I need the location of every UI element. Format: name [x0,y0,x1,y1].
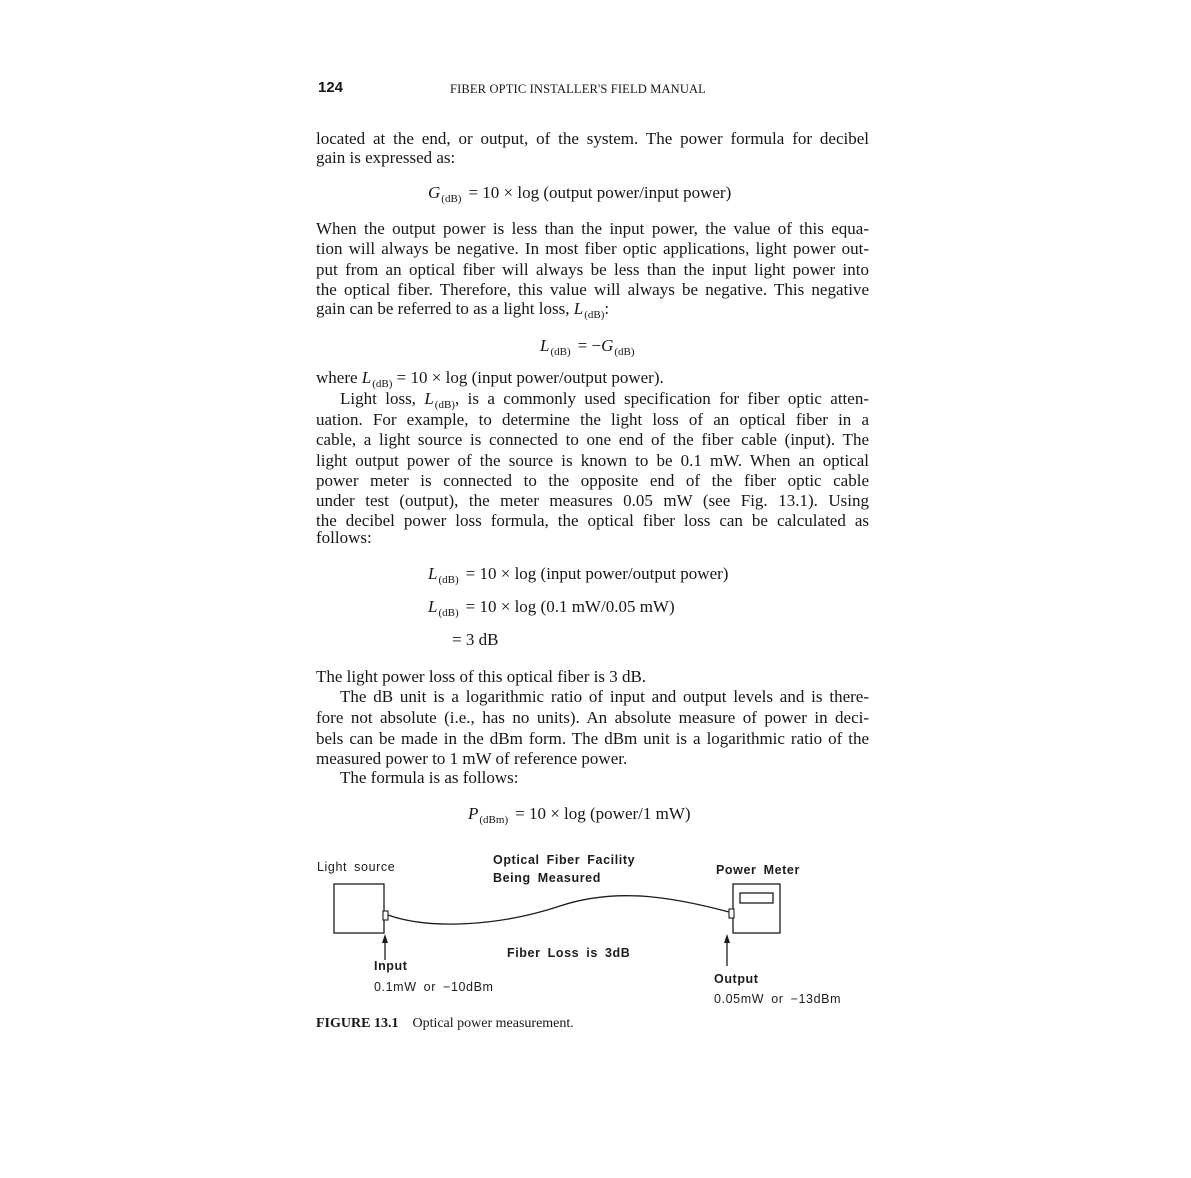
input-label: Input [374,959,408,973]
equation-expression: = 10 × log (output power/input power) [468,183,732,202]
subscript: (dBm) [479,814,509,826]
fiber-loss-label: Fiber Loss is 3dB [507,946,631,960]
paragraph-line: tion will always be negative. In most fiber optic applications, light power out- [316,239,869,258]
paragraph-line: fore not absolute (i.e., has no units). An absolute measure of power in deci- [316,708,869,727]
output-value: 0.05mW or −13dBm [714,992,842,1006]
subscript: (dB) [372,378,393,390]
paragraph-line: The dB unit is a logarithmic ratio of input and output levels and is there- [340,687,869,706]
paragraph-line: The light power loss of this optical fiber is 3 dB. [316,667,647,686]
light-source-connector [383,911,388,920]
paragraph-line: light output power of the source is known to be 0.1 mW. When an optical [316,451,869,470]
equation-expression: = 10 × log (0.1 mW/0.05 mW) [465,597,675,616]
paragraph-line: under test (output), the meter measures 0.05 mW (see Fig. 13.1). Using [316,491,869,510]
paragraph-line: power meter is connected to the opposite end of the fiber optic cable [316,471,869,490]
power-meter-display [740,893,773,903]
equation-variable: G [428,183,441,202]
subscript: (dB) [441,193,462,205]
figure-caption-text: Optical power measurement. [412,1016,574,1031]
text-run: where [316,368,362,387]
paragraph-line: follows: [316,528,372,547]
input-value: 0.1mW or −10dBm [374,980,494,994]
running-title: FIBER OPTIC INSTALLER'S FIELD MANUAL [450,82,706,96]
paragraph-line: bels can be made in the dBm form. The dBm unit is a logarithmic ratio of the [316,729,869,748]
output-label: Output [714,972,759,986]
paragraph-line: located at the end, or output, of the system. The power formula for decibel [316,129,869,148]
paragraph-line: put from an optical fiber will always be less than the input light power into [316,260,869,279]
optical-fiber-line [388,896,729,924]
paragraph-line: cable, a light source is connected to one end of the fiber cable (input). The [316,430,869,449]
facility-label-line1: Optical Fiber Facility [493,853,636,867]
text-run: , is a commonly used specification for fiber optic atten- [454,389,869,408]
subscript: (dB) [434,399,455,411]
figure-caption [316,1015,574,1033]
page-number: 124 [318,79,344,96]
text-run: = 10 × log (input power/output power). [392,368,664,387]
equation-variable: G [601,336,614,355]
power-meter-label: Power Meter [716,863,800,877]
inline-variable: L [573,299,584,318]
input-arrow-head [382,934,388,943]
text-run: gain can be referred to as a light loss, [316,299,574,318]
subscript: (dB) [584,309,605,321]
subscript: (dB) [614,346,635,358]
subscript: (dB) [438,574,459,586]
figure-number: FIGURE 13.1 [316,1016,399,1031]
subscript: (dB) [550,346,571,358]
equation-variable: P [468,804,479,823]
light-source-label: Light source [317,860,396,874]
paragraph-line: the optical fiber. Therefore, this value will always be negative. This negative [316,280,869,299]
inline-variable: L [361,368,372,387]
text-run: Light loss, [340,389,425,408]
power-meter-connector [729,909,734,918]
subscript: (dB) [438,607,459,619]
paragraph-line: The formula is as follows: [340,768,519,787]
paragraph-line: gain is expressed as: [316,148,456,167]
text-run: : [604,299,610,318]
equation-variable: L [428,597,438,616]
equation-variable: L [540,336,550,355]
facility-label-line2: Being Measured [493,871,601,885]
equation-expression: = 10 × log (power/1 mW) [515,804,691,823]
paragraph-line: uation. For example, to determine the light loss of an optical fiber in a [316,410,869,429]
paragraph-line: the decibel power loss formula, the optical fiber loss can be calculated as [316,511,869,530]
equation-expression: = 3 dB [452,630,499,649]
paragraph-line: When the output power is less than the input power, the value of this equa- [316,219,869,238]
output-arrow-head [724,934,730,943]
equation-variable: L [428,564,438,583]
inline-variable: L [424,389,434,408]
light-source-box [334,884,384,933]
equation-expression: = 10 × log (input power/output power) [465,564,729,583]
power-meter-box [733,884,780,933]
paragraph-line: measured power to 1 mW of reference power. [316,749,628,768]
equation-operator: = − [577,336,602,355]
